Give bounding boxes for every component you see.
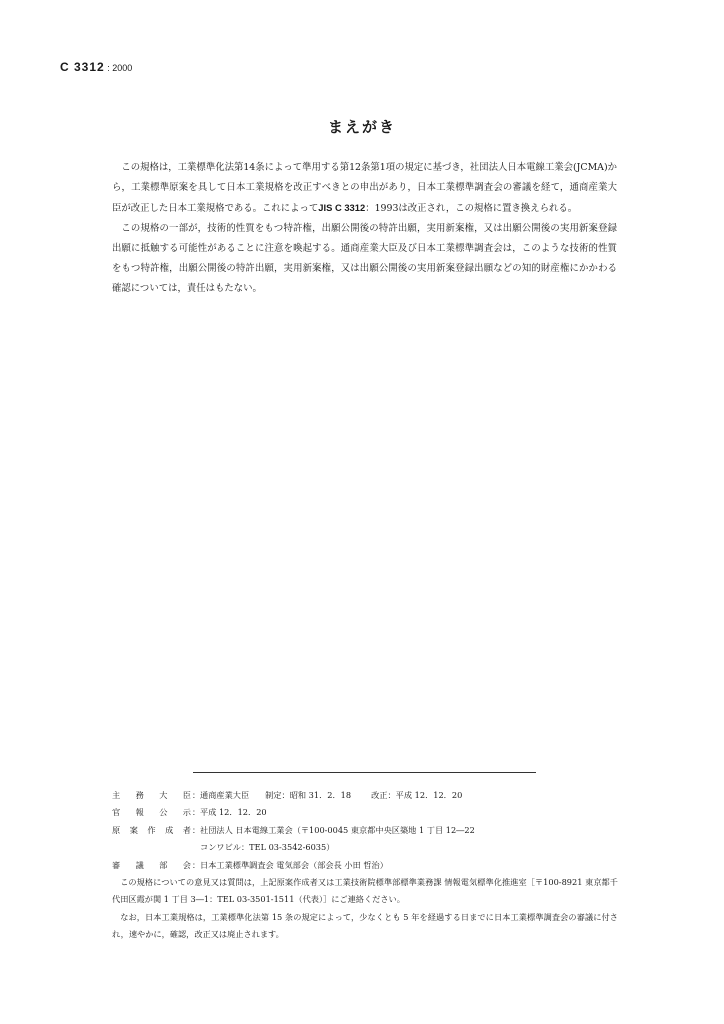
colon: ： [192,790,201,800]
drafter-value: 社団法人 日本電線工業会（〒100-0045 東京都中央区築地 1 丁目 12―22 [200,824,475,835]
revised-date: 改正：平成 12．12．20 [371,790,463,800]
p1-text-after: ：1993は改正され，この規格に置き換えられる。 [365,203,578,214]
drafter-value-continued: コンワビル：TEL 03-3542-6035） [200,842,335,853]
colon: ： [192,807,201,818]
page-title: まえがき [327,118,396,136]
standard-number [60,60,132,74]
competent-minister-value: 通商産業大臣 [200,790,250,800]
foreword-body [112,158,617,299]
colon: ： [192,859,201,870]
drafter-label: 原案作成者 [112,824,192,835]
gazette-value: 平成 12．12．20 [200,807,267,818]
review-note: なお，日本工業規格は，工業標準化法第 15 条の規定によって，少なくとも 5 年を経過する日までに日本工業標準調査会の審議に付され，速やかに，確認，改正又は廃止されます。 [112,911,618,940]
gazette-label: 官報公示 [112,807,192,818]
established-date: 制定：昭和 31．2．18 [265,790,352,800]
colon: ： [192,824,201,835]
foreword-paragraph-1 [112,158,617,219]
council-value: 日本工業標準調査会 電気部会（部会長 小田 哲治） [200,859,388,870]
footer-row-minister [112,787,618,804]
standard-year-separator: : [104,63,113,73]
footer-info [112,787,618,944]
footer-row-gazette [112,804,618,821]
standard-year: 2000 [112,63,133,73]
competent-minister-label: 主務大臣 [112,790,192,800]
council-label: 審議部会 [112,859,192,870]
footer-divider [193,772,536,773]
jis-reference: JIS C 3312 [318,202,366,213]
footer-row-drafter [112,822,618,839]
inquiry-note: この規格についての意見又は質問は，上記原案作成者又は工業技術院標準部標準業務課 情報電気標準化推進室［〒100-8921 東京都千代田区霞が関 1 丁目 3―1：TEL 03-3501-1511（代表）］にご連絡ください。 [112,877,618,905]
footer-row-council [112,857,618,874]
p1-text-before: この規格は，工業標準化法第14条によって準用する第12条第1項の規定に基づき，社団法人日本電線工業会(JCMA)から，工業標準原案を具して日本工業規格を改正すべきとの申出があり，日本工業標準調査会の審議を経て，通商産業大臣が改正した日本工業規格である。これによって [112,162,617,214]
standard-code: C 3312 [60,60,105,74]
foreword-paragraph-2: この規格の一部が，技術的性質をもつ特許権，出願公開後の特許出願，実用新案権，又は出願公開後の実用新案登録出願に抵触する可能性があることに注意を喚起する。通商産業大臣及び日本工業標準調査会は，このような技術的性質をもつ特許権，出願公開後の特許出願，実用新案権，又は出願公開後の実用新案登録出願などの知的財産権にかかわる確認については，責任はもたない。 [112,223,617,294]
